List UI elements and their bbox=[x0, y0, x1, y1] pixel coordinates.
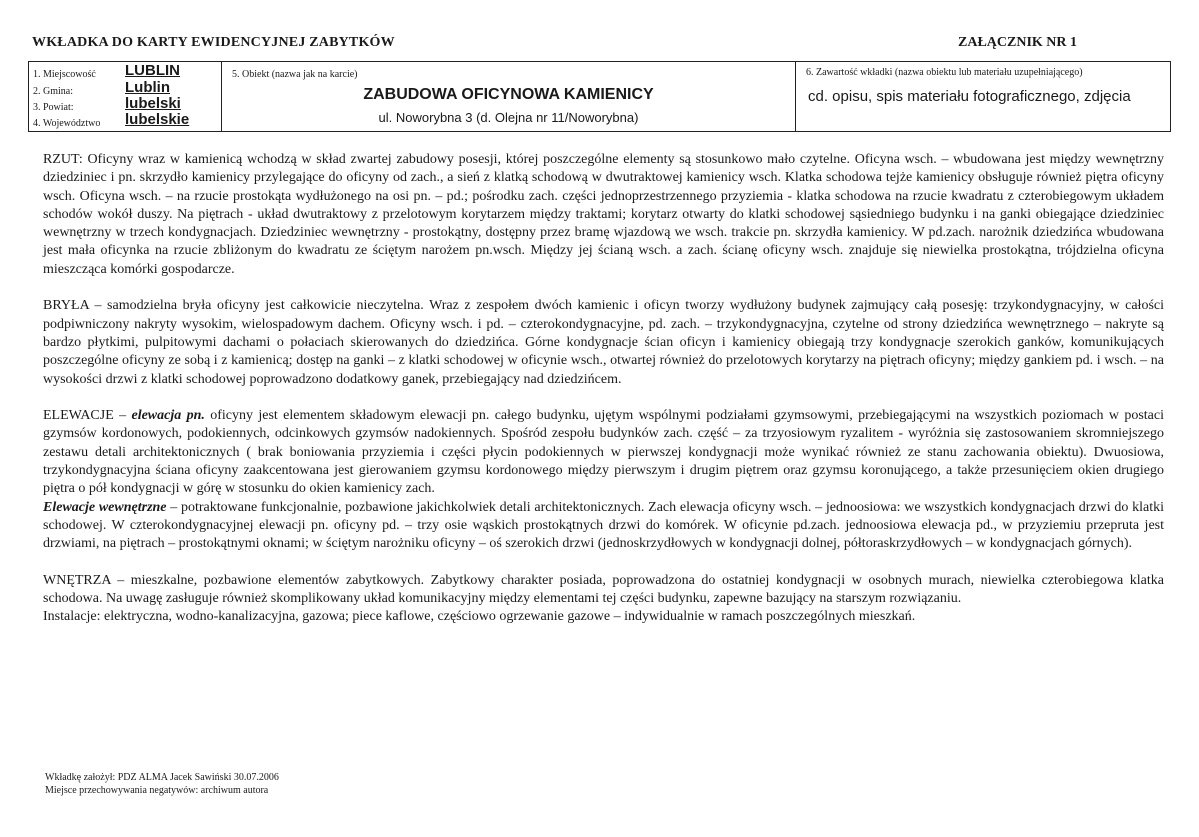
locality-value: LUBLIN bbox=[125, 62, 180, 79]
description-body bbox=[43, 151, 1164, 627]
contents-cell bbox=[796, 62, 1172, 131]
location-cell: 1. Miejscowość LUBLIN 2. Gmina: Lublin 3. Powiat: lubelski 4. Województwo lubelskie bbox=[29, 62, 222, 131]
contents-value: cd. opisu, spis materiału fotograficznego, zdjęcia bbox=[808, 88, 1131, 105]
header-form bbox=[28, 61, 1171, 132]
footer bbox=[45, 771, 279, 797]
county-value: lubelski bbox=[125, 95, 181, 112]
footer-storage: Miejsce przechowywania negatywów: archiwum autora bbox=[45, 785, 269, 796]
footer-author: Wkładkę założył: PDZ ALMA Jacek Sawiński 30.07.2006 bbox=[45, 772, 279, 783]
elewacje-text: oficyny jest elementem składowym elewacji pn. całego budynku, ujętym wspólnymi podziałami gzymsowymi, przebiegającymi na wszystkich poziomach w postaci gzymsów kordonowych, podokiennych, odcinkowych gzymsów nadokiennych. Spośród zespołu budynków zach. część – za trzyosiowym ryzalitem - wyróżnia się zastosowaniem skromniejszego zestawu detali architektonicznych ( brak boniowania przyziemia i części płycin podokiennych w pierwszej kondygnacji może wynikać również ze stanu zachowania obiektu). Dwuosiowa, trzykondygnacyjna ściana oficyny zaakcentowana jest gierowaniem gzymsu kordonowego między pierwszym i drugim piętrem oraz gzymsu koronującego, a także przesunięciem okien drugiego piętra o pół kondygnacji w górę w stosunku do okien kamienicy zach. bbox=[43, 408, 1165, 497]
section-bryla: BRYŁA – samodzielna bryła oficyny jest całkowicie nieczytelna. Wraz z zespołem dwóch kamienic i oficyn tworzy wydłużony budynek zajmujący całą posesję: trzykondygnacyjny, w całości podpiwniczony nakryty wysokim, wielospadowym dachem. Oficyny wsch. i pd. – czterokondygnacyjne, pd. zach. – trzykondygnacyjna, czytelne od strony dziedzińca wewnętrznego – nakryte są bardzo płytkimi, pulpitowymi dachami o połaciach skierowanych do dziedzińca. Górne kondygnacje ścian oficyn i kamienicy obiegają trzy kondygnacje szerokich ganków, komunikujących poszczególne oficyny ze sobą i z kamienicą; dostęp na ganki – z klatki schodowej w oficynie wsch., otwartej również do przelotowych korytarzy na piętrach oficyny; między gankiem pd. i wsch. – na wysokości drzwi z klatki schodowej poprowadzono dodatkowy ganek, przebiegający nad dziedzińcem. bbox=[43, 298, 1164, 387]
section-rzut: RZUT: Oficyny wraz w kamienicą wchodzą w skład zwartej zabudowy posesji, której poszczególne elementy są stosunkowo mało czytelne. Oficyna wsch. – wbudowana jest między wewnętrzny dziedziniec i pn. skrzydło kamienicy przylegające do oficyny od zach., a sień z klatką schodową w dwutraktowej kamienicy wsch. Klatka schodowa tejże kamienicy obsługuje również piętra oficyny wsch. Oficyna wsch. – na rzucie prostokąta wydłużonego na osi pn. – pd.; pośrodku zach. części jednoprzestrzennego przyziemia - klatka schodowa na rzucie kwadratu z czterobiegowym układem schodów wokół duszy. Na piętrach - układ dwutraktowy z przelotowym korytarzem między traktami; korytarz otwarty do klatki schodowej sąsiedniego budynku i na ganki obiegające dziedziniec wewnętrzny w trzech kondygnacjach. Dziedziniec wewnętrzny - prostokątny, dostępny przez bramę wjazdową we wsch. trakcie pn. skrzydła kamienicy. W pd.zach. narożnik dziedzińca wbudowana jest mała oficynka na rzucie zbliżonym do kwadratu ze ściętym narożem pn.wsch. Między jej ścianą wsch. a zach. ścianę oficyny wsch. znajduje się niewielka prostokątna, trójdzielna oficyna mieszcząca komórki gospodarcze. bbox=[43, 152, 1164, 277]
object-cell bbox=[222, 62, 796, 131]
contents-label: 6. Zawartość wkładki (nazwa obiektu lub materiału uzupełniającego) bbox=[806, 67, 1083, 78]
elewacje-wewnetrzne-subheading: Elewacje wewnętrzne bbox=[43, 499, 167, 515]
object-name: ZABUDOWA OFICYNOWA KAMIENICY bbox=[363, 86, 654, 103]
section-elewacje-wewnetrzne bbox=[43, 499, 1164, 554]
section-instalacje: Instalacje: elektryczna, wodno-kanalizacyjna, gazowa; piece kaflowe, częściowo ogrzewanie gazowe – indywidualnie w ramach poszczególnych mieszkań. bbox=[43, 609, 916, 625]
voivodeship-value: lubelskie bbox=[125, 111, 190, 128]
elewacje-wewnetrzne-text: – potraktowane funkcjonalnie, pozbawione jakichkolwiek detali architektonicznych. Zach elewacja oficyny wsch. – jednoosiowa: we wszystkich kondygnacjach drzwi do klatki schodowej. W czterokondygnacyjnej elewacji pn. oficyny pd. – trzy osie wąskich prostokątnych drzwi do komórek. W oficynie pd.zach. jednoosiowa elewacja pd., w przyziemiu przepruta jest drzwiami, na piętrach – prostokątnymi oknami; w ściętym narożniku oficyny – oś szerokich drzwi (jednoskrzydłowych w kondygnacji dolnej, półtoraskrzydłowych – w kondygnacjach górnych). bbox=[43, 499, 1164, 552]
section-elewacje bbox=[43, 407, 1164, 498]
elewacje-subheading: elewacja pn. bbox=[131, 408, 205, 424]
section-wnetrza: WNĘTRZA – mieszkalne, pozbawione elementów zabytkowych. Zabytkowy charakter posiada, poprowadzona do ostatniej kondygnacji w osobnych murach, niewielka czterobiegowa klatka schodowa. Na uwagę zasługuje również skomplikowany układ komunikacyjny między elementami tej części budynku, zapewne bazujący na starszym rozwiązaniu. bbox=[43, 572, 1164, 607]
commune-value: Lublin bbox=[125, 79, 170, 96]
object-address: ul. Noworybna 3 (d. Olejna nr 11/Noworybna) bbox=[378, 110, 639, 125]
elewacje-lead: ELEWACJE – bbox=[43, 408, 132, 424]
document-title: WKŁADKA DO KARTY EWIDENCYJNEJ ZABYTKÓW bbox=[32, 35, 395, 50]
annex-label: ZAŁĄCZNIK NR 1 bbox=[958, 35, 1078, 50]
object-label: 5. Obiekt (nazwa jak na karcie) bbox=[232, 69, 358, 80]
